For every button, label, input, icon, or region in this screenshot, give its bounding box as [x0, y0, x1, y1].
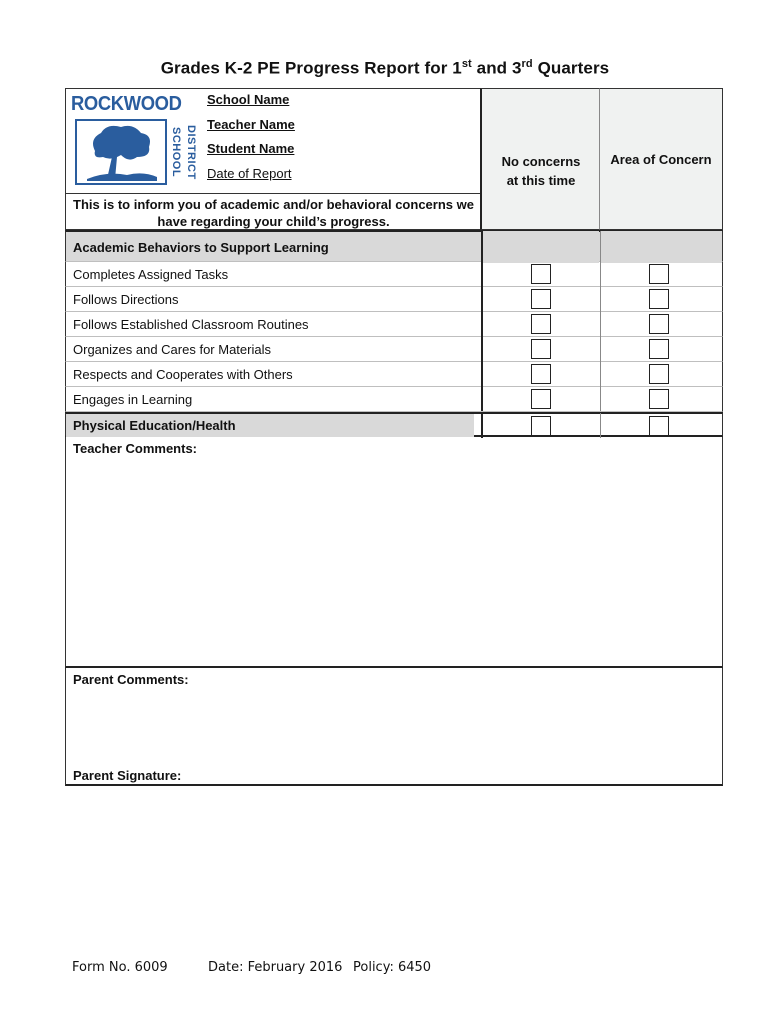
area-of-concern-column-header [599, 88, 723, 230]
table-row: Completes Assigned Tasks [65, 262, 723, 287]
logo-word-district: DISTRICT [185, 124, 197, 180]
school-name-field[interactable]: School Name [207, 92, 290, 107]
footer-form-no: Form No. 6009 [72, 960, 168, 975]
no-concerns-checkbox[interactable] [531, 314, 551, 334]
no-concerns-column-header [480, 88, 601, 230]
no-concerns-checkbox[interactable] [531, 389, 551, 409]
parent-comments-box[interactable] [65, 668, 723, 786]
teacher-comments-label: Teacher Comments: [73, 441, 198, 456]
table-row-pe: Physical Education/Health [65, 412, 723, 437]
parent-comments-label: Parent Comments: [73, 672, 189, 687]
logo-word-school: SCHOOL [170, 126, 182, 178]
table-row: Engages in Learning [65, 387, 723, 412]
no-concerns-label: No concerns at this time [501, 154, 581, 188]
area-of-concern-checkbox[interactable] [649, 416, 669, 436]
logo-side-text [169, 119, 199, 185]
area-of-concern-checkbox[interactable] [649, 389, 669, 409]
header-block [65, 88, 723, 230]
no-concerns-checkbox[interactable] [531, 364, 551, 384]
report-form [65, 88, 723, 786]
section-header [65, 230, 723, 262]
student-name-field[interactable]: Student Name [207, 141, 295, 156]
footer-date: Date: February 2016 [208, 960, 343, 975]
no-concerns-checkbox[interactable] [531, 289, 551, 309]
teacher-name-field[interactable]: Teacher Name [207, 117, 295, 132]
no-concerns-checkbox[interactable] [531, 339, 551, 359]
area-of-concern-checkbox[interactable] [649, 314, 669, 334]
page-title: Grades K-2 PE Progress Report for 1st and 3rd Quarters [160, 58, 610, 78]
no-concerns-checkbox[interactable] [531, 416, 551, 436]
tree-icon [75, 119, 167, 185]
area-of-concern-label: Area of Concern [610, 152, 712, 167]
section-title: Academic Behaviors to Support Learning [73, 240, 329, 255]
area-of-concern-checkbox[interactable] [649, 264, 669, 284]
footer-policy: Policy: 6450 [353, 960, 432, 975]
table-row: Respects and Cooperates with Others [65, 362, 723, 387]
logo-wordmark: ROCKWOOD [71, 93, 182, 115]
parent-signature-label: Parent Signature: [73, 768, 182, 783]
district-logo [71, 93, 199, 185]
area-of-concern-checkbox[interactable] [649, 289, 669, 309]
table-row: Follows Directions [65, 287, 723, 312]
no-concerns-checkbox[interactable] [531, 264, 551, 284]
table-row: Follows Established Classroom Routines [65, 312, 723, 337]
date-of-report-field[interactable]: Date of Report [207, 166, 292, 181]
table-row: Organizes and Cares for Materials [65, 337, 723, 362]
header-info [65, 88, 481, 230]
teacher-comments-box[interactable] [65, 437, 723, 668]
area-of-concern-checkbox[interactable] [649, 364, 669, 384]
inform-text: This is to inform you of academic and/or behavioral concerns we have regarding your child’s progress. [66, 193, 481, 229]
area-of-concern-checkbox[interactable] [649, 339, 669, 359]
